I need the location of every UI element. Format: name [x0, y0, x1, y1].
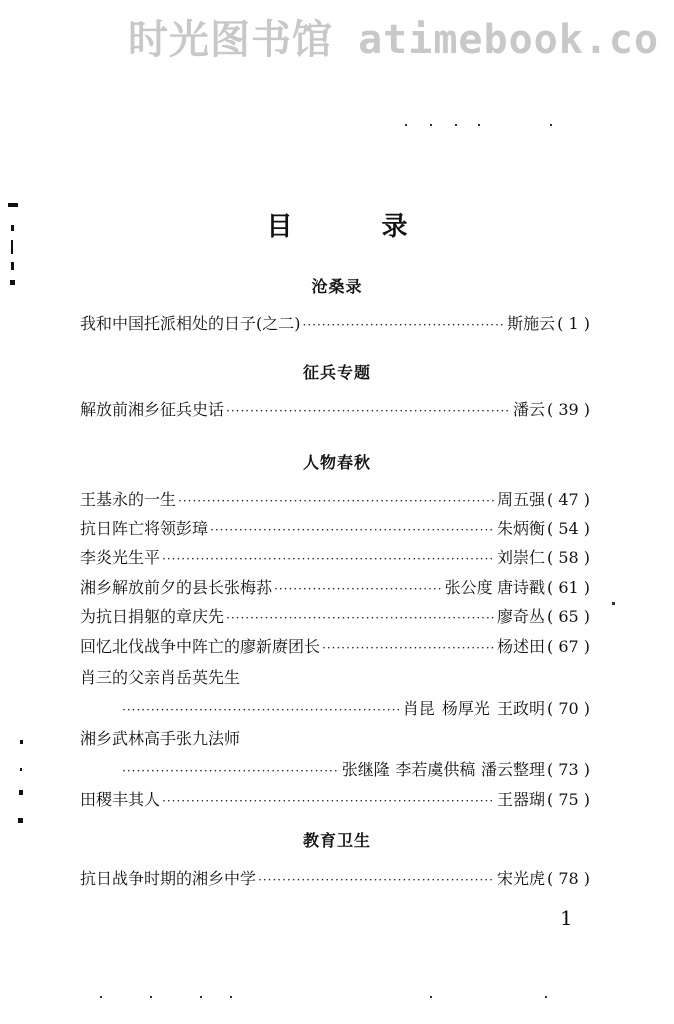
- toc-entry[interactable]: [80, 575, 590, 601]
- entry-author: 杨述田: [496, 637, 545, 656]
- leader-dots: [122, 703, 401, 717]
- scan-mark: [18, 818, 23, 823]
- entry-author: 斯施云: [507, 314, 556, 333]
- scan-mark: [10, 280, 15, 285]
- leader-dots: [322, 641, 495, 655]
- toc-entry[interactable]: [80, 787, 590, 813]
- entry-page: ( 58 ): [546, 548, 590, 567]
- section-heading: 教育卫生: [302, 831, 371, 850]
- leader-dots: [162, 794, 495, 808]
- entry-title: 湘乡解放前夕的县长张梅荪: [80, 578, 273, 597]
- toc-entry[interactable]: [80, 866, 590, 892]
- entry-author: 张继隆: [341, 760, 390, 779]
- entry-author: 张公度: [444, 578, 493, 597]
- scan-speck: [200, 996, 202, 998]
- scan-speck: [405, 124, 407, 126]
- toc-entry[interactable]: [80, 487, 590, 513]
- entry-page: ( 39 ): [546, 400, 590, 419]
- entry-author: 潘云: [512, 400, 545, 419]
- entry-page: ( 61 ): [546, 578, 590, 597]
- entry-author: 朱炳衡: [496, 519, 545, 538]
- page-title: 目 录: [266, 212, 448, 242]
- scan-mark: [20, 740, 23, 744]
- page-number: 1: [560, 906, 573, 930]
- entry-author: 廖奇丛: [496, 607, 545, 626]
- watermark: 时光图书馆 atimebook.co: [128, 17, 660, 63]
- entry-title: 肖三的父亲肖岳英先生: [80, 668, 241, 687]
- scan-speck: [612, 602, 615, 605]
- entry-author: 杨厚光: [441, 699, 490, 718]
- toc-entry-title-line[interactable]: [80, 726, 590, 752]
- entry-author: 唐诗戳: [496, 578, 545, 597]
- scan-speck: [150, 996, 152, 998]
- scan-mark: [8, 203, 18, 207]
- toc-entry-author-line[interactable]: [120, 696, 590, 722]
- entry-title: 湘乡武林高手张九法师: [80, 729, 241, 748]
- toc-entry[interactable]: [80, 311, 590, 337]
- section-heading: 征兵专题: [302, 363, 371, 382]
- entry-page: ( 70 ): [546, 699, 590, 718]
- toc-entry-author-line[interactable]: [120, 757, 590, 783]
- entry-page: ( 73 ): [546, 760, 590, 779]
- scan-speck: [545, 996, 547, 998]
- entry-title: 解放前湘乡征兵史话: [80, 400, 225, 419]
- entry-title: 抗日战争时期的湘乡中学: [80, 869, 257, 888]
- leader-dots: [162, 552, 495, 566]
- entry-page: ( 75 ): [546, 790, 590, 809]
- scan-speck: [230, 996, 232, 998]
- entry-page: ( 78 ): [546, 869, 590, 888]
- entry-author: 刘崇仁: [496, 548, 545, 567]
- toc-entry[interactable]: [80, 634, 590, 660]
- section-heading: 人物春秋: [302, 453, 371, 472]
- entry-title: 李炎光生平: [80, 548, 161, 567]
- entry-title: 回忆北伐战争中阵亡的廖新赓团长: [80, 637, 321, 656]
- entry-author: 周五强: [496, 490, 545, 509]
- leader-dots: [274, 582, 443, 596]
- entry-title: 王基永的一生: [80, 490, 177, 509]
- entry-page: ( 47 ): [546, 490, 590, 509]
- entry-page: ( 1 ): [557, 314, 590, 333]
- leader-dots: [122, 764, 340, 778]
- scan-speck: [430, 996, 432, 998]
- entry-title: 我和中国托派相处的日子(之二): [80, 314, 301, 333]
- toc-entry[interactable]: [80, 604, 590, 630]
- toc-entry[interactable]: [80, 516, 590, 542]
- leader-dots: [226, 404, 511, 418]
- scan-speck: [455, 124, 457, 126]
- leader-dots: [210, 523, 495, 537]
- scan-speck: [100, 996, 102, 998]
- entry-page: ( 67 ): [546, 637, 590, 656]
- entry-author: 宋光虎: [496, 869, 545, 888]
- scan-speck: [478, 124, 480, 126]
- toc-entry-title-line[interactable]: [80, 665, 590, 691]
- leader-dots: [178, 494, 495, 508]
- entry-author: 李若虞供稿: [395, 760, 476, 779]
- entry-title: 为抗日捐躯的章庆先: [80, 607, 225, 626]
- leader-dots: [303, 318, 506, 332]
- entry-page: ( 54 ): [546, 519, 590, 538]
- entry-title: 抗日阵亡将领彭璋: [80, 519, 209, 538]
- scan-speck: [430, 124, 432, 126]
- scan-mark: [19, 790, 23, 795]
- entry-author: 潘云整理: [480, 760, 545, 779]
- leader-dots: [226, 611, 495, 625]
- leader-dots: [258, 873, 495, 887]
- scan-mark: [20, 768, 22, 771]
- scan-mark: [11, 240, 13, 254]
- scan-mark: [11, 262, 14, 270]
- entry-author: 肖昆: [402, 699, 435, 718]
- scan-mark: [11, 225, 14, 231]
- scan-speck: [550, 124, 552, 126]
- toc-entry[interactable]: [80, 545, 590, 571]
- entry-author: 王器瑚: [496, 790, 545, 809]
- entry-page: ( 65 ): [546, 607, 590, 626]
- toc-entry[interactable]: [80, 397, 590, 423]
- entry-author: 王政明: [496, 699, 545, 718]
- entry-title: 田稷丰其人: [80, 790, 161, 809]
- section-heading: 沧桑录: [311, 277, 363, 296]
